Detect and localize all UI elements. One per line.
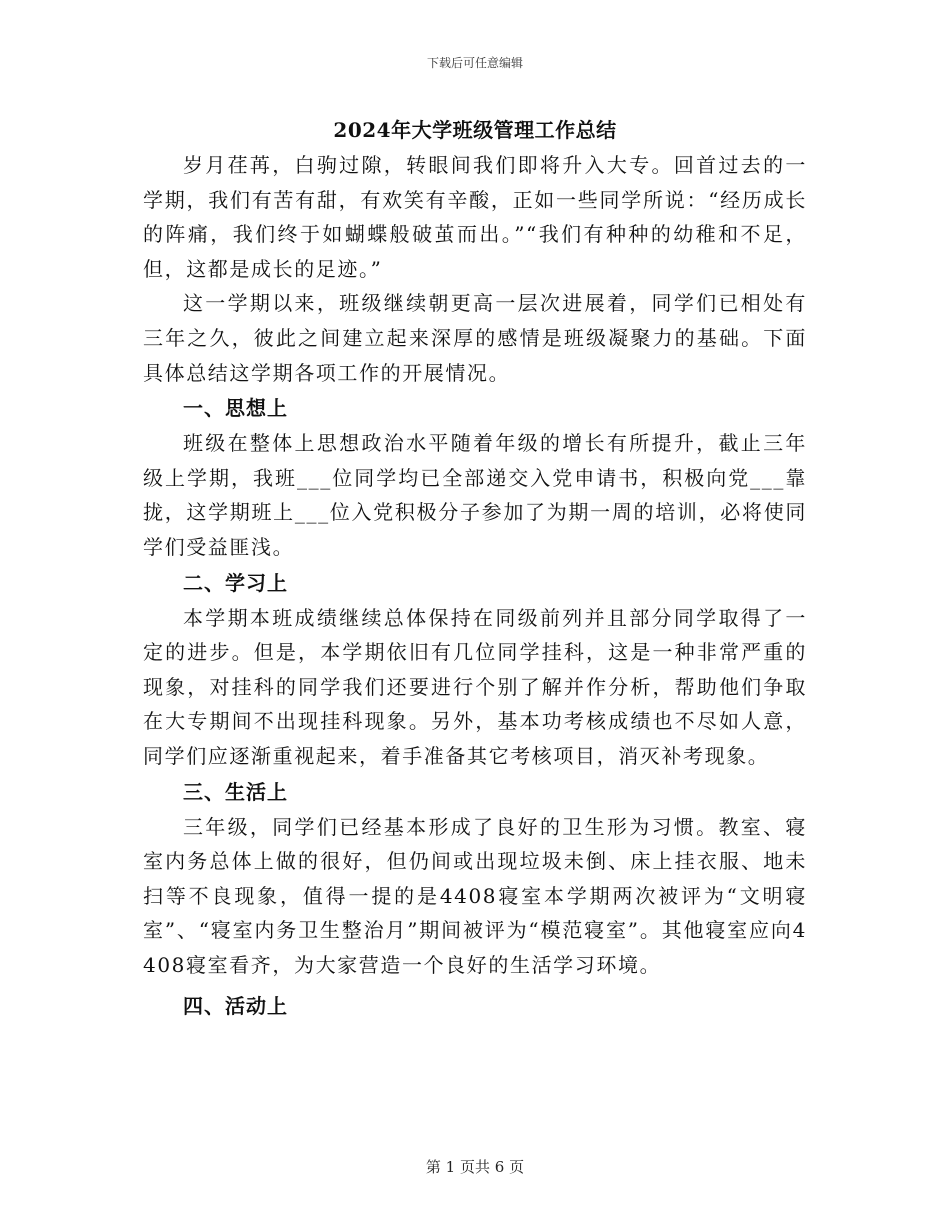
section-text-life: 三年级，同学们已经基本形成了良好的卫生形为习惯。教室、寝室内务总体上做的很好，但仍间或出现垃圾未倒、床上挂衣服、地未扫等不良现象，值得一提的是4408寝室本学期两次被评为“文明寝室”、“寝室内务卫生整治月”期间被评为“模范寝室”。其他寝室应向4408寝室看齐，为大家营造一个良好的生活学习环境。	[143, 814, 807, 977]
section-heading-life: 三、生活上	[183, 779, 288, 804]
page-header-note: 下载后可任意编辑	[426, 56, 523, 70]
document-title: 2024年大学班级管理工作总结	[333, 118, 617, 142]
intro-paragraph: 岁月荏苒，白驹过隙，转眼间我们即将升入大专。回首过去的一学期，我们有苦有甜，有欢笑有辛酸，正如一些同学所说：“经历成长的阵痛，我们终于如蝴蝶般破茧而出。”“我们有种种的幼稚和不足，但，这都是成长的足迹。”	[143, 153, 807, 281]
section-text-study: 本学期本班成绩继续总体保持在同级前列并且部分同学取得了一定的进步。但是，本学期依旧有几位同学挂科，这是一种非常严重的现象，对挂科的同学我们还要进行个别了解并作分析，帮助他们争取在大专期间不出现挂科现象。另外，基本功考核成绩也不尽如人意，同学们应逐渐重视起来，着手准备其它考核项目，消灭补考现象。	[143, 605, 807, 768]
section-heading-activities: 四、活动上	[183, 994, 288, 1019]
overview-paragraph: 这一学期以来，班级继续朝更高一层次进展着，同学们已相处有三年之久，彼此之间建立起来深厚的感情是班级凝聚力的基础。下面具体总结这学期各项工作的开展情况。	[143, 291, 807, 385]
document-body	[143, 112, 807, 1024]
section-heading-study: 二、学习上	[183, 570, 288, 595]
section-heading-ideology: 一、思想上	[183, 396, 288, 421]
page-number-footer: 第 1 页共 6 页	[425, 1158, 525, 1176]
section-text-ideology: 班级在整体上思想政治水平随着年级的增长有所提升，截止三年级上学期，我班___位同学均已全部递交入党申请书，积极向党___靠拢，这学期班上___位入党积极分子参加了为期一周的培训，必将使同学们受益匪浅。	[143, 431, 807, 559]
